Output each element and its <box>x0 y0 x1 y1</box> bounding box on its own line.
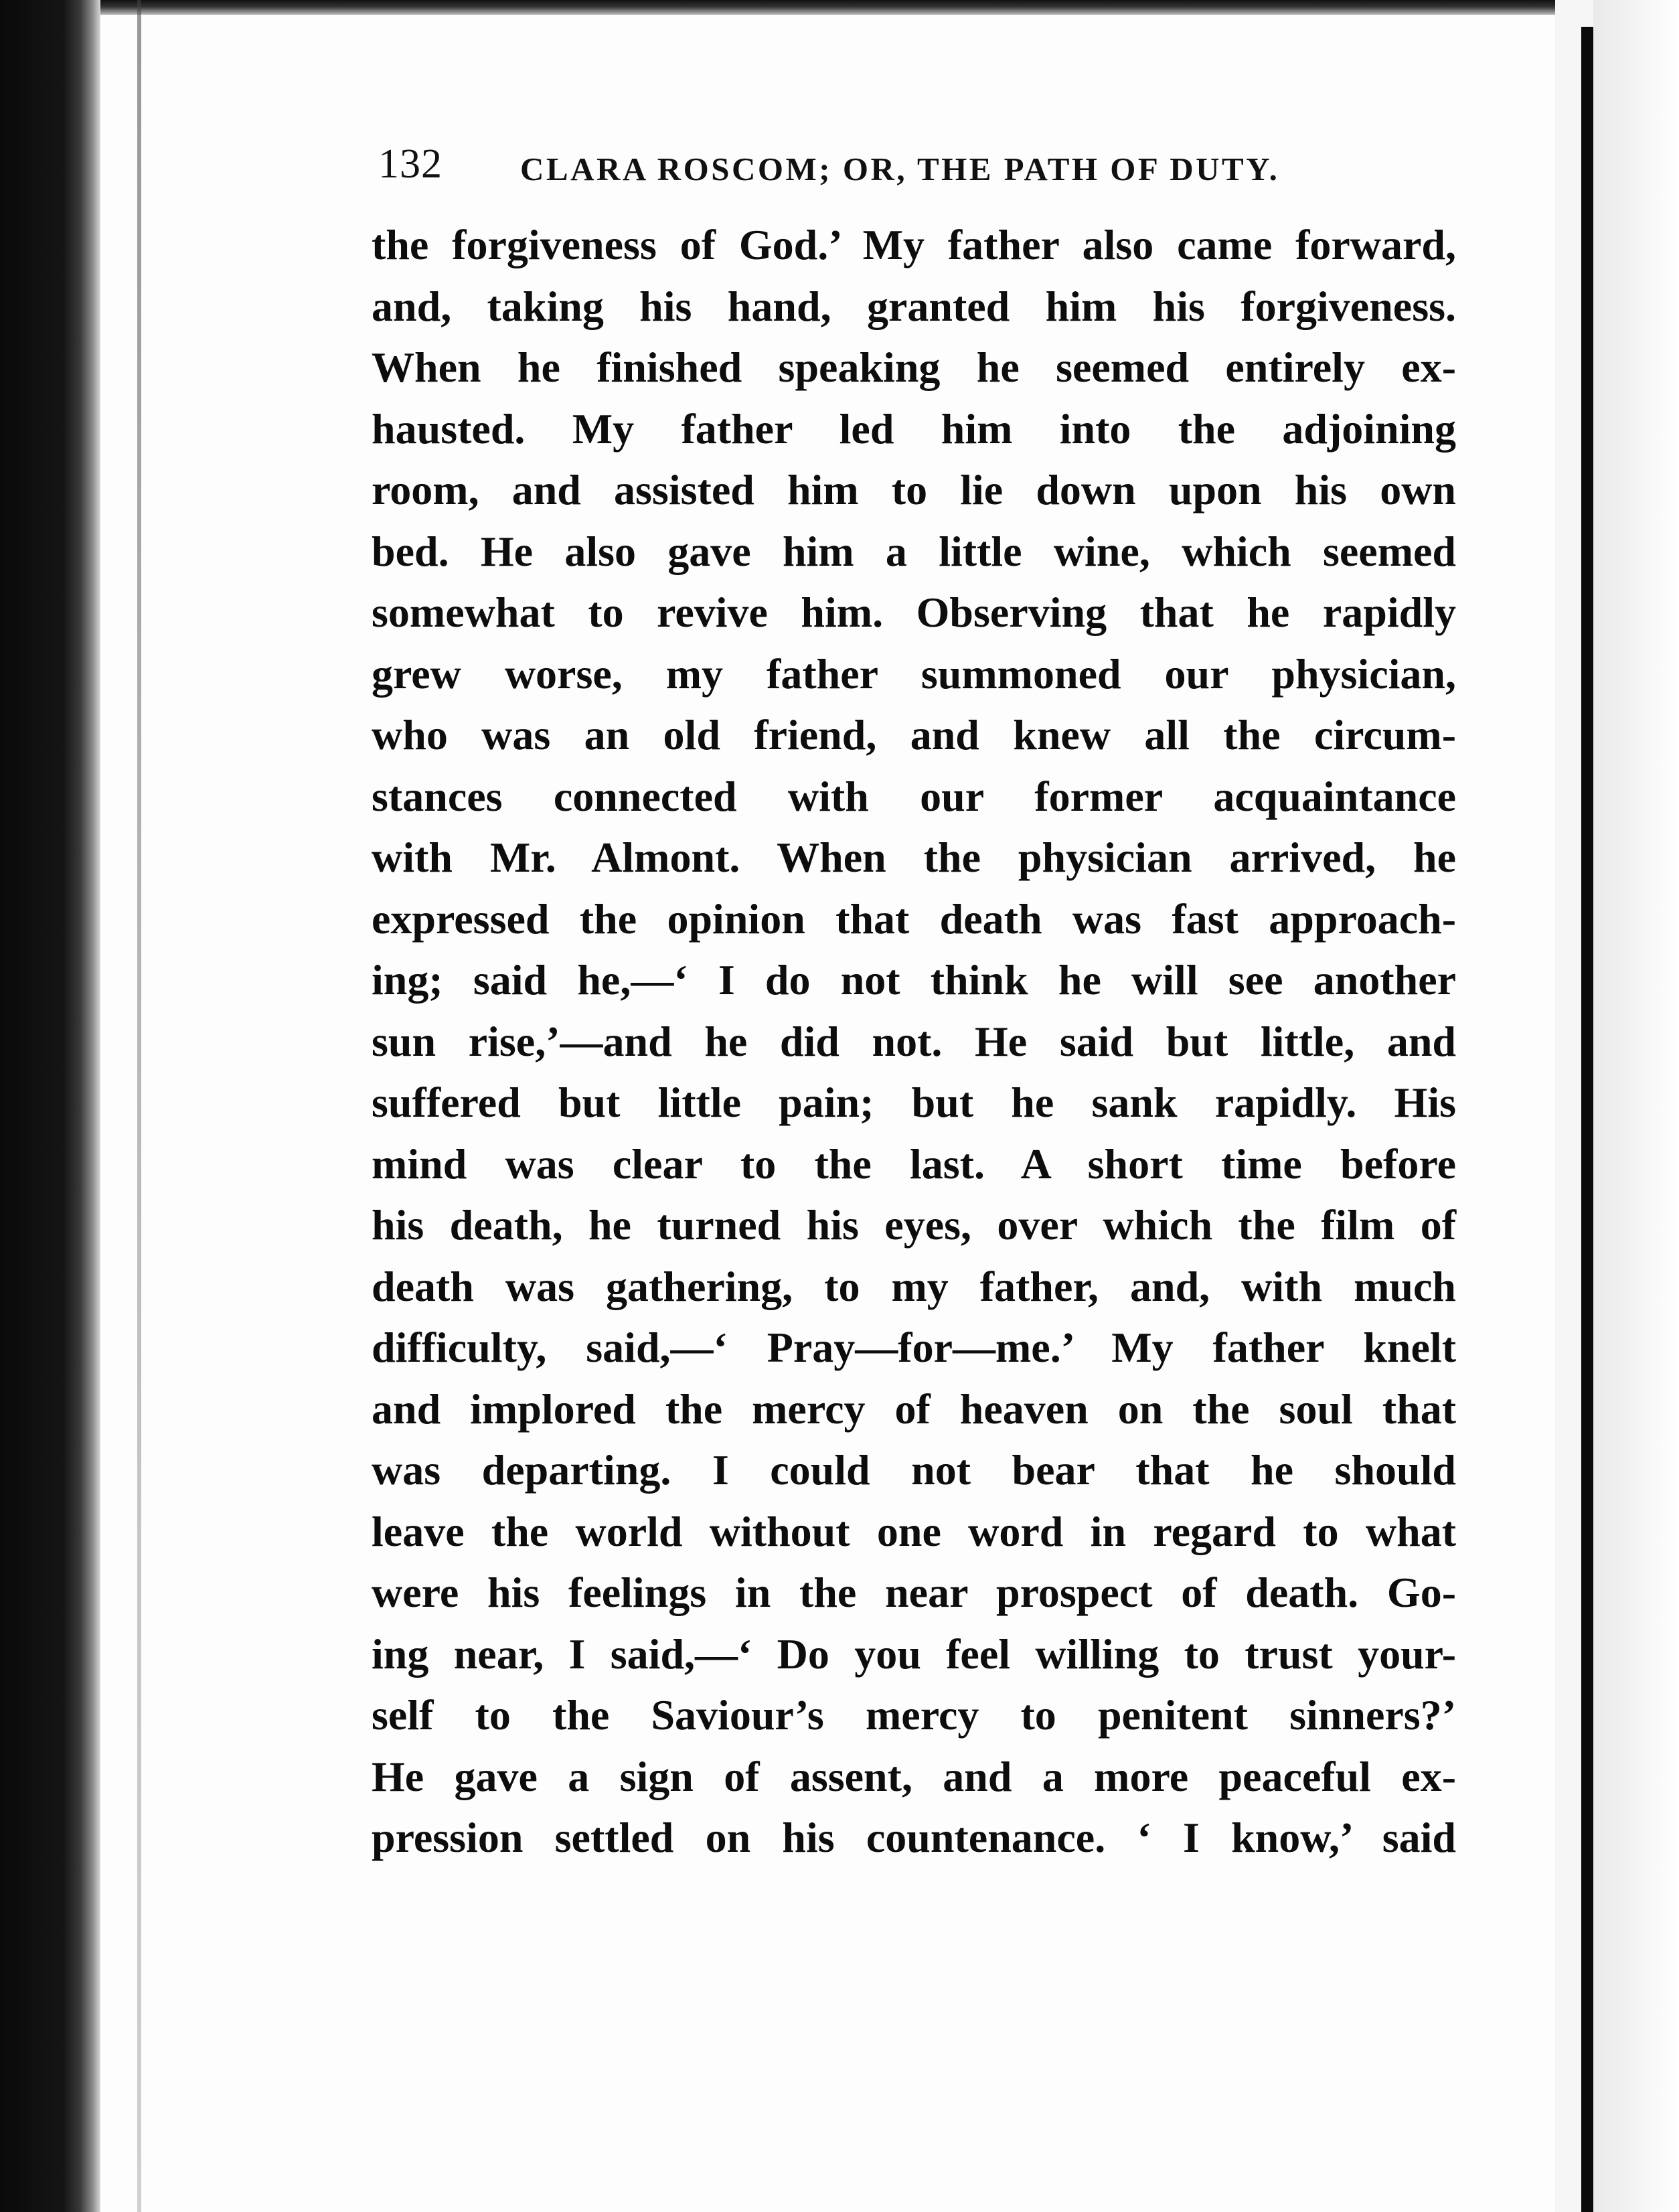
right-margin <box>1555 0 1679 2212</box>
text-line: who was an old friend, and knew all the circum- <box>372 711 1456 759</box>
text-line: expressed the opinion that death was fast approach- <box>372 894 1456 943</box>
text-line: the forgiveness of God.’ My father also came forward, <box>372 221 1456 268</box>
text-line: hausted. My father led him into the adjoining <box>372 404 1456 453</box>
running-head <box>372 141 1456 201</box>
text-line: was departing. I could not bear that he should <box>372 1446 1456 1494</box>
text-line: bed. He also gave him a little wine, which seemed <box>372 527 1456 575</box>
text-line: and implored the mercy of heaven on the soul that <box>372 1385 1456 1433</box>
page-number: 132 <box>378 141 443 187</box>
top-page-edge <box>100 0 1573 15</box>
page-content <box>372 141 1456 1869</box>
text-line: his death, he turned his eyes, over which the film of <box>372 1201 1456 1249</box>
text-line: mind was clear to the last. A short time before <box>372 1139 1456 1188</box>
facing-page-edge <box>1593 0 1679 2212</box>
body-text <box>372 214 1456 1869</box>
text-line: difficulty, said,—‘ Pray—for—me.’ My father knelt <box>372 1324 1456 1371</box>
text-line: leave the world without one word in regard to what <box>372 1507 1456 1555</box>
text-line: self to the Saviour’s mercy to penitent sinners?’ <box>372 1691 1456 1739</box>
page-edge-bar <box>1581 27 1593 2212</box>
book-binding-edge <box>0 0 100 2212</box>
text-line: death was gathering, to my father, and, with much <box>372 1262 1456 1310</box>
text-line: grew worse, my father summoned our physician, <box>372 649 1456 698</box>
text-line: ing; said he,—‘ I do not think he will see another <box>372 956 1456 1004</box>
text-line: and, taking his hand, granted him his forgiveness. <box>372 282 1456 330</box>
text-line: When he finished speaking he seemed entirely ex- <box>372 343 1456 391</box>
text-line: stances connected with our former acquaintance <box>372 772 1456 820</box>
text-line: ing near, I said,—‘ Do you feel willing to trust your- <box>372 1630 1456 1678</box>
text-line: sun rise,’—and he did not. He said but little, and <box>372 1017 1456 1065</box>
text-line: suffered but little pain; but he sank rapidly. His <box>372 1079 1456 1126</box>
text-line: with Mr. Almont. When the physician arrived, he <box>372 834 1456 881</box>
text-line: pression settled on his countenance. ‘ I know,’ said <box>372 1814 1456 1861</box>
running-head-title: CLARA ROSCOM; OR, THE PATH OF DUTY. <box>520 151 1280 187</box>
text-line: room, and assisted him to lie down upon his own <box>372 466 1456 514</box>
text-line: were his feelings in the near prospect of death. Go- <box>372 1569 1456 1616</box>
text-line: somewhat to revive him. Observing that he rapidly <box>372 588 1456 636</box>
gutter-line <box>137 0 141 2212</box>
text-line: He gave a sign of assent, and a more peaceful ex- <box>372 1752 1456 1800</box>
